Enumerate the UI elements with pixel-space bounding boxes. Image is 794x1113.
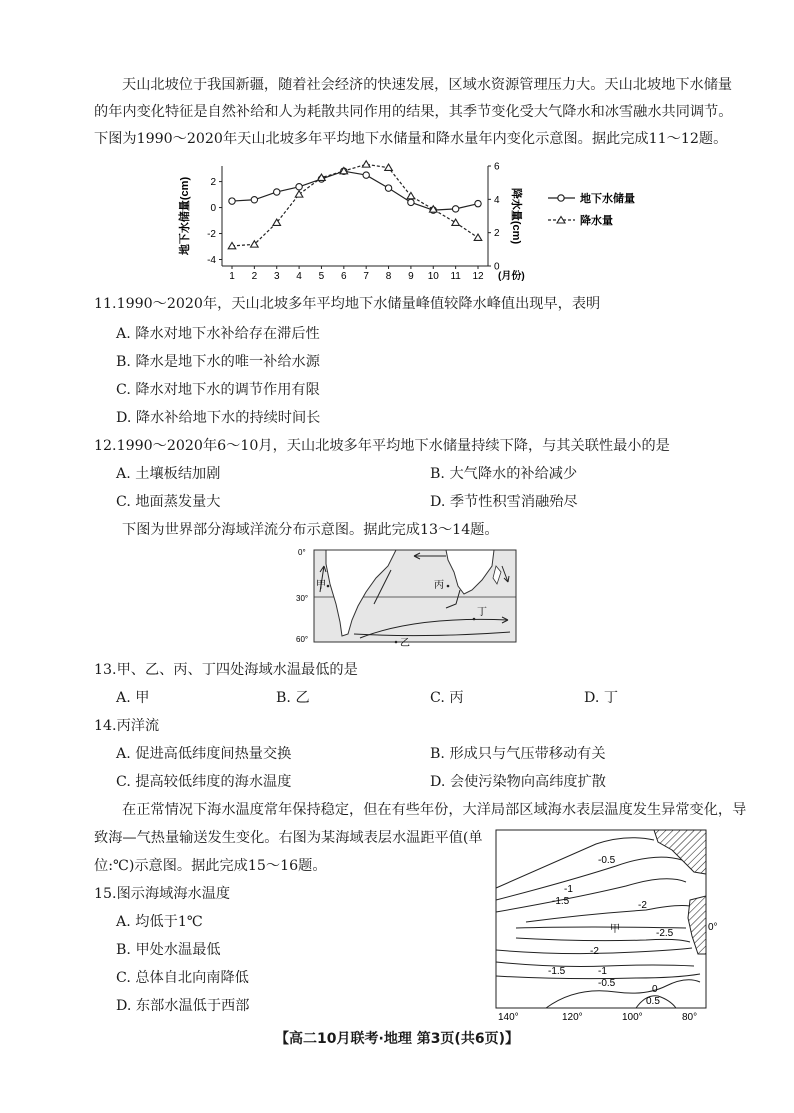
lat-label-30: 30° (296, 594, 309, 603)
precipitation-point-8 (385, 164, 393, 170)
groundwater-point-11 (452, 206, 458, 212)
lat-label-0: 0° (298, 548, 306, 557)
contour-label-neg2-top: -2 (638, 900, 647, 911)
q11-option-a: A. 降水对地下水补给存在滞后性 (116, 326, 320, 342)
q15-option-d: D. 东部水温低于西部 (116, 998, 250, 1014)
groundwater-point-9 (408, 199, 414, 205)
y-tick-label-right-0: 6 (494, 161, 500, 173)
groundwater-point-2 (251, 197, 257, 203)
point-bing: 丙 (434, 580, 444, 591)
contour-label-neg2-bottom: -2 (590, 946, 599, 957)
question-11-stem: 11.1990～2020年，天山北坡多年平均地下水储量峰值较降水峰值出现早，表明 (94, 296, 601, 312)
question-15-stem: 15.图示海域海水温度 (94, 886, 231, 902)
q13-option-b: B. 乙 (276, 690, 310, 706)
legend-groundwater: 地下水储量 (580, 193, 635, 205)
groundwater-precipitation-chart (170, 158, 690, 288)
q11-option-d: D. 降水补给地下水的持续时间长 (116, 410, 321, 426)
q11-option-b: B. 降水是地下水的唯一补给水源 (116, 354, 320, 370)
q13-option-d: D. 丁 (584, 690, 619, 706)
x-tick-label-4: 5 (318, 271, 325, 282)
q14-option-c: C. 提高较低纬度的海水温度 (116, 774, 292, 790)
x-tick-label-10: 11 (450, 271, 461, 282)
sst-anomaly-map (486, 826, 726, 1024)
groundwater-point-8 (385, 185, 391, 191)
precipitation-point-9 (407, 192, 415, 198)
lat-label-60: 60° (296, 635, 309, 644)
x-tick-label-2: 3 (273, 271, 280, 282)
intro-paragraph-3-line-1: 在正常情况下海水温度常年保持稳定，但在有些年份，大洋局部区域海水表层温度发生异常变化，导 (122, 802, 747, 818)
precipitation-point-12 (474, 234, 482, 240)
intro-paragraph-2: 下图为世界部分海域洋流分布示意图。据此完成13～14题。 (122, 522, 499, 538)
lon-label-80: 80° (682, 1012, 698, 1023)
x-tick-label-0: 1 (229, 271, 235, 282)
x-tick-label-11: 12 (472, 271, 484, 282)
precipitation-point-4 (295, 191, 303, 197)
point-yi: 乙 (400, 638, 410, 649)
q12-option-c: C. 地面蒸发量大 (116, 494, 221, 510)
legend-precipitation: 降水量 (580, 215, 613, 227)
x-tick-label-5: 6 (341, 271, 347, 282)
y-label-left: 地下水储量(cm) (179, 176, 191, 256)
contour-label-0: 0 (652, 984, 658, 995)
contour-label-neg1.5-top: -1.5 (552, 896, 570, 907)
contour-label-neg0.5-top: -0.5 (598, 855, 616, 866)
q15-option-b: B. 甲处水温最低 (116, 942, 221, 958)
point-ding: 丁 (477, 607, 487, 618)
precipitation-point-11 (452, 219, 460, 225)
x-tick-label-1: 2 (251, 271, 258, 282)
q14-option-d: D. 会使污染物向高纬度扩散 (430, 774, 606, 790)
q14-option-b: B. 形成只与气压带移动有关 (430, 746, 606, 762)
q13-option-a: A. 甲 (116, 690, 150, 706)
q12-option-a: A. 土壤板结加剧 (116, 466, 221, 482)
question-13-stem: 13.甲、乙、丙、丁四处海域水温最低的是 (94, 662, 358, 678)
q15-option-c: C. 总体自北向南降低 (116, 970, 249, 986)
y-tick-label-right-1: 4 (494, 194, 500, 206)
x-axis-label: (月份) (498, 271, 525, 282)
groundwater-point-4 (296, 184, 302, 190)
x-tick-label-8: 9 (408, 271, 414, 282)
precipitation-point-7 (362, 161, 370, 167)
precipitation-line (232, 164, 478, 246)
lat-label-0-contour: 0° (708, 922, 718, 933)
contour-label-neg2.5: -2.5 (656, 928, 674, 939)
y-tick-label-left-3: -4 (207, 255, 216, 267)
lon-label-120: 120° (562, 1012, 583, 1023)
page-footer: 【高二10月联考·地理 第3页(共6页)】 (275, 1031, 519, 1047)
lon-label-140: 140° (498, 1012, 519, 1023)
y-tick-label-right-2: 2 (494, 228, 500, 240)
intro-paragraph-3-line-2: 致海—气热量输送发生变化。右图为某海域表层水温距平值(单 (94, 830, 483, 846)
lon-label-100: 100° (622, 1012, 643, 1023)
intro-paragraph-1: 天山北坡位于我国新疆，随着社会经济的快速发展，区域水资源管理压力大。天山北坡地下水储量的年内变化特征是自然补给和人为耗散共同作用的结果，其季节变化受大气降水和冰雪融水共同调节。下图为1990～2020年天山北坡多年平均地下水储量和降水量年内变化示意图。据此完成11～12题。 (94, 77, 733, 147)
q15-option-a: A. 均低于1℃ (116, 914, 203, 930)
question-12-stem: 12.1990～2020年6～10月，天山北坡多年平均地下水储量持续下降，与其关联性最小的是 (94, 438, 670, 454)
y-tick-label-right-3: 0 (494, 261, 500, 273)
contour-label-neg0.5-bottom: -0.5 (598, 978, 616, 989)
y-tick-label-left-1: 0 (210, 203, 216, 215)
q13-option-c: C. 丙 (430, 690, 464, 706)
y-tick-label-left-0: 2 (210, 177, 216, 189)
contour-label-neg1-bottom: -1 (598, 966, 607, 977)
contour-label-jia: 甲 (610, 924, 620, 935)
point-jia: 甲 (316, 580, 326, 591)
ocean-current-map (296, 546, 520, 650)
contour-label-neg1-top: -1 (564, 884, 573, 895)
x-tick-label-9: 10 (427, 271, 439, 282)
q12-option-d: D. 季节性积雪消融殆尽 (430, 494, 578, 510)
y-label-right: 降水量(cm) (510, 187, 522, 245)
y-tick-label-left-2: -2 (207, 229, 216, 241)
contour-label-neg1.5-bottom: -1.5 (548, 966, 566, 977)
groundwater-line (232, 171, 478, 210)
q12-option-b: B. 大气降水的补给减少 (430, 466, 578, 482)
groundwater-point-3 (274, 189, 280, 195)
q14-option-a: A. 促进高低纬度间热量交换 (116, 746, 292, 762)
contour-label-0.5: 0.5 (646, 996, 660, 1007)
groundwater-point-1 (229, 198, 235, 204)
x-tick-label-3: 4 (296, 271, 302, 282)
x-tick-label-7: 8 (385, 271, 392, 282)
x-tick-label-6: 7 (363, 271, 369, 282)
question-14-stem: 14.丙洋流 (94, 718, 160, 734)
q11-option-c: C. 降水对地下水的调节作用有限 (116, 382, 320, 398)
intro-paragraph-3-line-3: 位:℃)示意图。据此完成15～16题。 (94, 858, 327, 874)
groundwater-point-12 (475, 200, 481, 206)
legend (548, 191, 635, 227)
groundwater-point-7 (363, 172, 369, 178)
